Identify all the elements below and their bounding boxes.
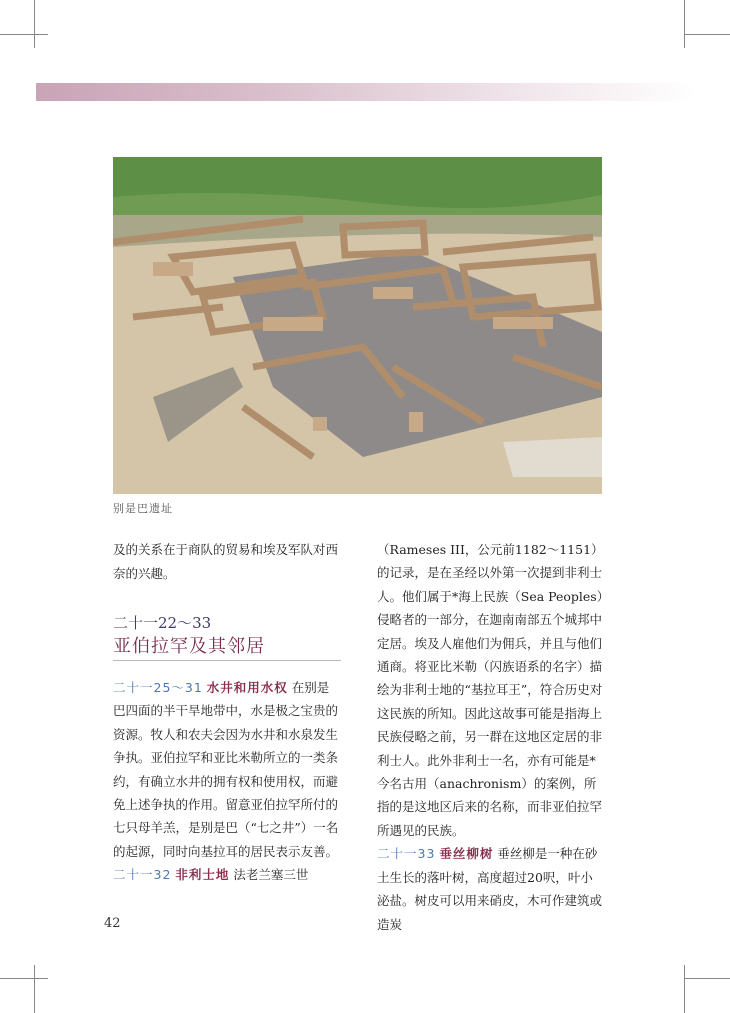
section-number: 二十一22～33 bbox=[113, 614, 212, 632]
crop-mark-bottom-right-v bbox=[684, 965, 685, 1013]
crop-mark-bottom-left-h bbox=[0, 978, 48, 979]
paragraph-tamarisk bbox=[377, 842, 605, 936]
crop-mark-bottom-right-h bbox=[684, 978, 730, 979]
paragraph-text: 在别是巴四面的半干旱地带中，水是极之宝贵的资源。牧人和农夫会因为水井和水泉发生争执。亚伯拉罕和亚比米勒所立的一类条约，有确立水井的拥有权和使用权，而避免上述争执的作用。留意亚伯拉罕所付的七只母羊羔，是别是巴（“七之井”）一名的起源，同时向基拉耳的居民表示友善。 bbox=[113, 680, 339, 859]
header-gradient-band bbox=[36, 83, 696, 101]
section-title: 亚伯拉罕及其邻居 bbox=[113, 636, 265, 657]
paragraph-keyword: 非利士地 bbox=[175, 867, 230, 883]
paragraph-text: 法老兰塞三世 bbox=[233, 867, 309, 883]
figure-caption: 别是巴遗址 bbox=[113, 502, 173, 515]
site-photo bbox=[113, 157, 602, 494]
section-divider bbox=[113, 660, 341, 661]
verse-reference: 二十一32 bbox=[113, 867, 172, 883]
left-body bbox=[113, 676, 341, 887]
paragraph-philistines bbox=[113, 863, 341, 886]
paragraph-water-rights bbox=[113, 676, 341, 863]
crop-mark-top-right-h bbox=[684, 34, 730, 35]
verse-reference: 二十一25～31 bbox=[113, 680, 203, 695]
paragraph-keyword: 垂丝柳树 bbox=[439, 846, 494, 862]
right-body bbox=[377, 538, 605, 936]
paragraph-keyword: 水井和用水权 bbox=[206, 680, 288, 695]
lead-paragraph: 及的关系在于商队的贸易和埃及军队对西奈的兴趣。 bbox=[113, 542, 339, 581]
paragraph-philistines-continued: （Rameses III，公元前1182～1151）的记录，是在圣经以外第一次提到非利士人。他们属于*海上民族（Sea Peoples）侵略者的一部分，在迦南南部五个城邦中定居。埃及人雇他们为佣兵，并且与他们通商。将亚比米勒（闪族语系的名字）描绘为非利士地的“基拉耳王”，符合历史对这民族的所知。因此这故事可能是指海上民族侵略之前，另一群在这地区定居的非利士人。此外非利士一名，亦有可能是*今名古用（anachronism）的案例，所指的是这地区后来的名称，而非亚伯拉罕所遇见的民族。 bbox=[377, 542, 604, 838]
verse-reference: 二十一33 bbox=[377, 846, 436, 862]
page-number: 42 bbox=[104, 916, 121, 931]
paragraph-text: 垂丝柳是一种在砂土生长的落叶树，高度超过20呎，叶小泌盐。树皮可以用来硝皮，木可作建筑或造炭 bbox=[377, 846, 603, 932]
crop-mark-bottom-left-v bbox=[34, 965, 35, 1013]
crop-mark-top-left-v bbox=[34, 0, 35, 48]
crop-mark-top-left-h bbox=[0, 34, 48, 35]
crop-mark-top-right-v bbox=[684, 0, 685, 48]
